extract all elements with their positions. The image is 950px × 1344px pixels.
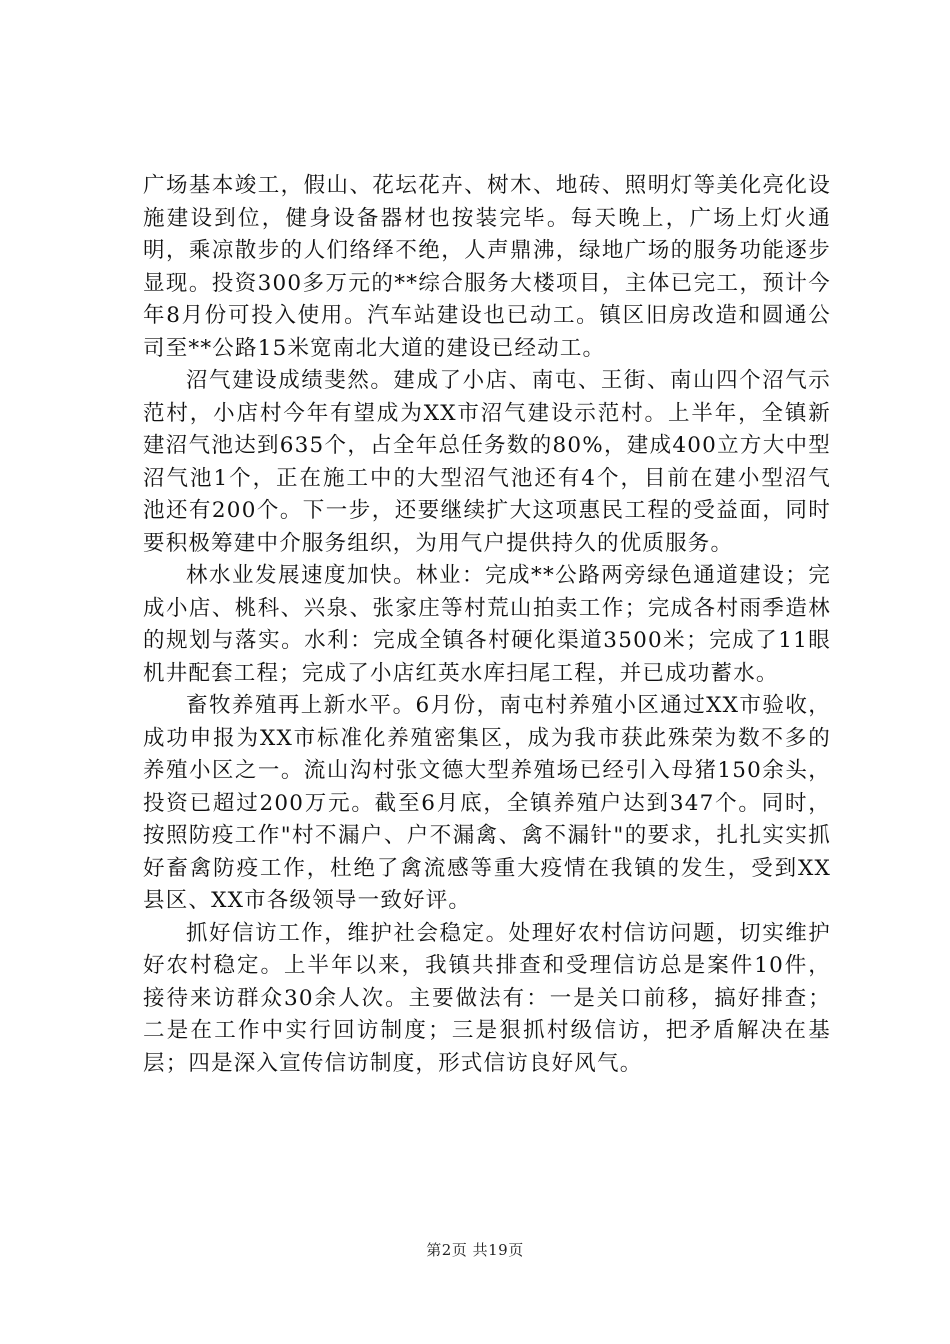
paragraph-plaza-construction: 广场基本竣工，假山、花坛花卉、树木、地砖、照明灯等美化亮化设施建设到位，健身设备器材也按装完毕。每天晚上，广场上灯火通明，乘凉散步的人们络绎不绝，人声鼎沸，绿地广场的服务功能逐步显现。投资300多万元的**综合服务大楼项目，主体已完工，预计今年8月份可投入使用。汽车站建设也已动工。镇区旧房改造和圆通公司至**公路15米宽南北大道的建设已经动工。: [143, 173, 831, 361]
page-number-footer: 第2页 共19页: [426, 1241, 524, 1259]
document-body: [143, 170, 831, 1080]
paragraph-livestock-breeding: 畜牧养殖再上新水平。6月份，南屯村养殖小区通过XX市验收，成功申报为XX市标准化养殖密集区，成为我市获此殊荣为数不多的养殖小区之一。流山沟村张文德大型养殖场已经引入母猪150余头，投资已超过200万元。截至6月底，全镇养殖户达到347个。同时，按照防疫工作"村不漏户、户不漏禽、禽不漏针"的要求，扎扎实实抓好畜禽防疫工作，杜绝了禽流感等重大疫情在我镇的发生，受到XX县区、XX市各级领导一致好评。: [143, 693, 831, 913]
paragraph-forestry-water: 林水业发展速度加快。林业：完成**公路两旁绿色通道建设；完成小店、桃科、兴泉、张家庄等村荒山拍卖工作；完成各村雨季造林的规划与落实。水利：完成全镇各村硬化渠道3500米；完成了11眼机井配套工程；完成了小店红英水库扫尾工程，并已成功蓄水。: [143, 563, 831, 686]
paragraph-petition-work: 抓好信访工作，维护社会稳定。处理好农村信访问题，切实维护好农村稳定。上半年以来，我镇共排查和受理信访总是案件10件，接待来访群众30余人次。主要做法有：一是关口前移，搞好排查；二是在工作中实行回访制度；三是狠抓村级信访，把矛盾解决在基层；四是深入宣传信访制度，形式信访良好风气。: [143, 920, 831, 1076]
paragraph-biogas-construction: 沼气建设成绩斐然。建成了小店、南屯、王街、南山四个沼气示范村，小店村今年有望成为XX市沼气建设示范村。上半年，全镇新建沼气池达到635个，占全年总任务数的80%，建成400立方大中型沼气池1个，正在施工中的大型沼气池还有4个，目前在建小型沼气池还有200个。下一步，还要继续扩大这项惠民工程的受益面，同时要积极筹建中介服务组织，为用气户提供持久的优质服务。: [143, 368, 831, 556]
